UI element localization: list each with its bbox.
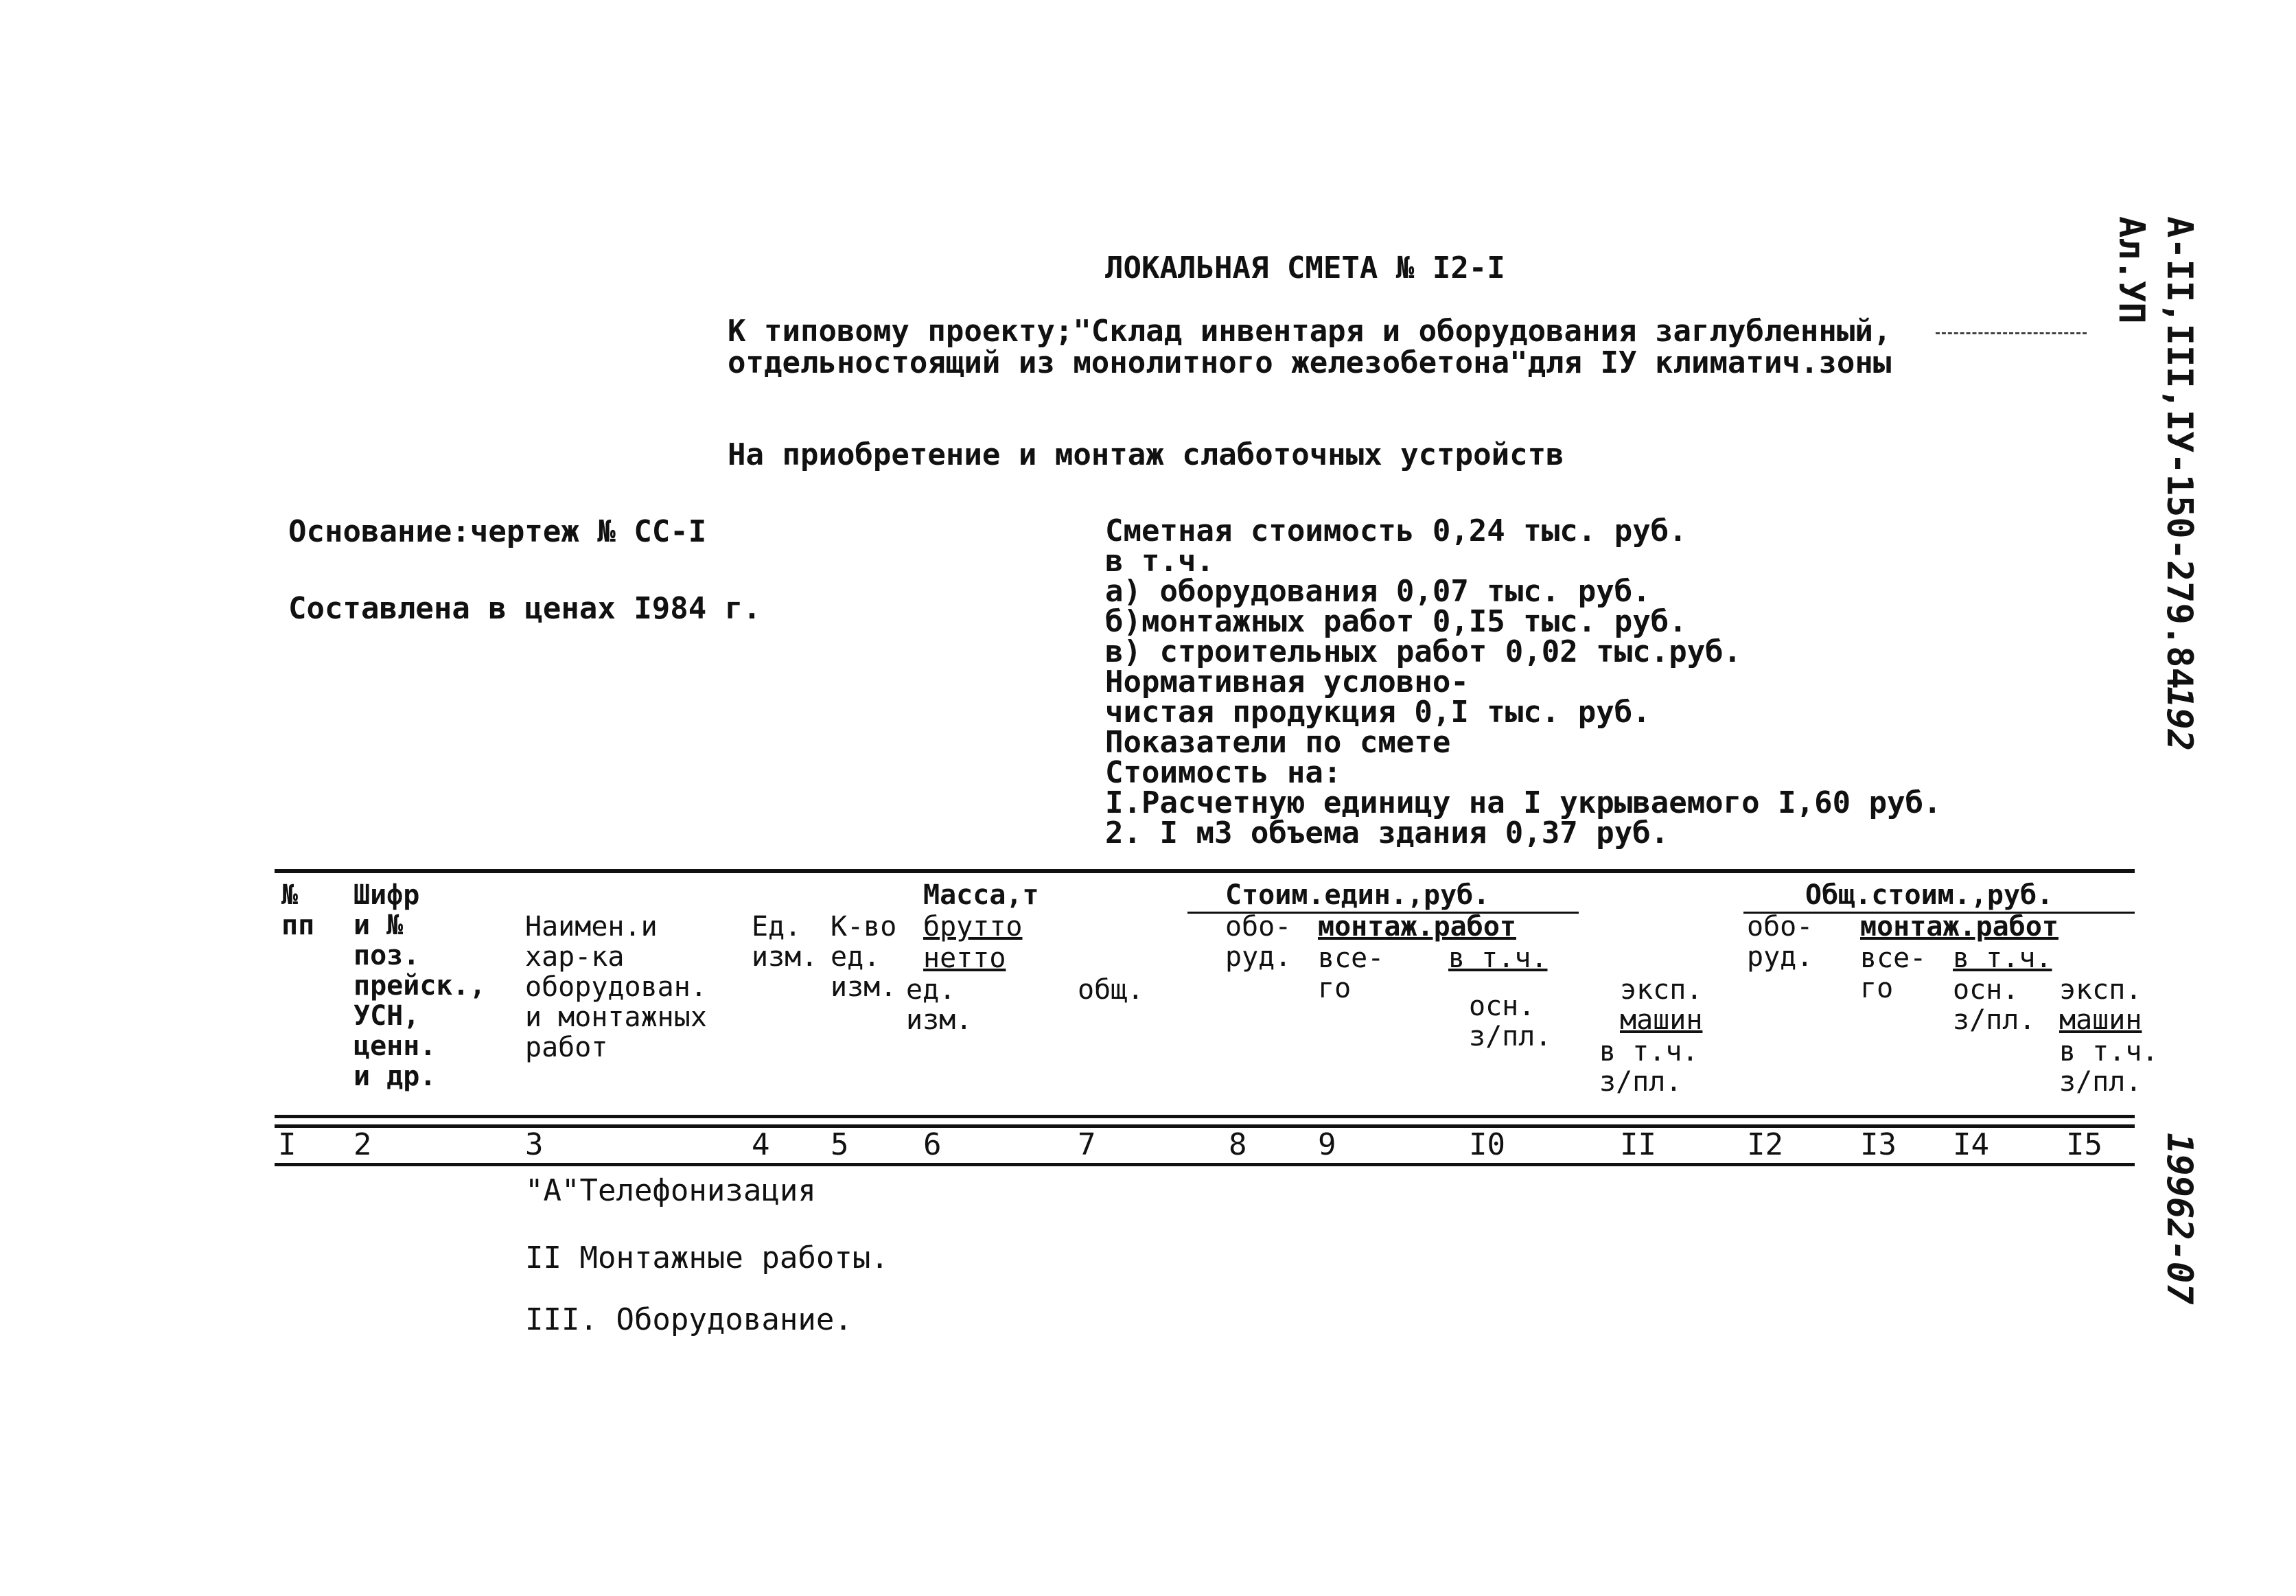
unit-cost-group: Стоим.един.,руб.	[1225, 879, 1490, 911]
margin-document-number: 19962-07	[2159, 1133, 2200, 1305]
unit-machines-a: эксп.	[1620, 974, 1703, 1006]
total-equipment-header: обо- руд.	[1747, 911, 1813, 973]
total-all-header: все- го	[1860, 942, 1927, 1004]
total-incl-header: в т.ч.	[1953, 942, 2052, 974]
section-telephony: "А"Телефонизация	[525, 1173, 816, 1208]
unit-installation-header: монтаж.работ	[1318, 911, 1516, 942]
total-machines-b: машин	[2059, 1004, 2142, 1036]
cost-summary	[1105, 513, 1942, 851]
col-mass-unit: ед. изм.	[906, 974, 973, 1036]
unit-equipment-header: обо- руд.	[1225, 911, 1292, 973]
project-line-2: отдельностоящий из монолитного железобетона"для IУ климатич.зоны	[728, 345, 1892, 380]
column-number: I3	[1860, 1127, 1897, 1162]
column-number: I5	[2066, 1127, 2102, 1162]
table-top-rule	[275, 869, 2135, 873]
col-unit-header: Ед. изм.	[752, 911, 818, 973]
column-number: I2	[1747, 1127, 1783, 1162]
column-number: 3	[525, 1127, 544, 1162]
table-header-rule-2	[275, 1124, 2135, 1128]
col-quantity-header: К-во ед. изм.	[831, 911, 897, 1003]
margin-code-album: Ал.УП	[2111, 216, 2152, 324]
col-total-mass: общ.	[1078, 974, 1144, 1006]
total-machines-wage: в т.ч. з/пл.	[2059, 1036, 2159, 1098]
column-number: 9	[1318, 1127, 1336, 1162]
column-number: I4	[1953, 1127, 1989, 1162]
basis-text: Основание:чертеж № СС-I	[288, 514, 707, 549]
total-cost-group: Общ.стоим.,руб.	[1805, 879, 2054, 911]
table-header-rule	[275, 1115, 2135, 1118]
col-mass-header: Масса,т	[923, 879, 1039, 911]
column-number: 4	[752, 1127, 770, 1162]
column-number: I0	[1469, 1127, 1505, 1162]
unit-machines-wage: в т.ч. з/пл.	[1599, 1036, 1699, 1098]
summary-line: Сметная стоимость 0,24 тыс. руб.	[1105, 513, 1687, 548]
summary-line: I.Расчетную единицу на I укрываемого I,60 руб.	[1105, 785, 1942, 820]
total-machines-a: эксп.	[2059, 974, 2142, 1006]
total-installation-header: монтаж.работ	[1860, 911, 2059, 942]
summary-line: Стоимость на:	[1105, 755, 1342, 790]
col-number-header: № пп	[281, 879, 315, 941]
section-equipment: III. Оборудование.	[525, 1302, 853, 1337]
summary-line: чистая продукция 0,I тыс. руб.	[1105, 695, 1651, 730]
margin-code: А-II,III,IУ-150-279.84	[2159, 216, 2200, 689]
unit-total-header: все- го	[1318, 942, 1384, 1004]
section-installation-works: II Монтажные работы.	[525, 1240, 889, 1275]
table-numbers-rule	[275, 1163, 2135, 1166]
summary-line: в) строительных работ 0,02 тыс.руб.	[1105, 634, 1742, 669]
col-mass-net: нетто	[923, 942, 1006, 974]
document-title: ЛОКАЛЬНАЯ СМЕТА № I2-I	[1105, 251, 1505, 286]
unit-incl-header: в т.ч.	[1448, 942, 1548, 974]
column-number: II	[1620, 1127, 1656, 1162]
summary-line: 2. I м3 объема здания 0,37 руб.	[1105, 816, 1669, 851]
col-name-header: Наимен.и хар-ка оборудован. и монтажных работ	[525, 911, 707, 1063]
column-number: 8	[1229, 1127, 1247, 1162]
col-mass-gross: брутто	[923, 911, 1023, 942]
col-code-header: Шифр и № поз. прейск., УСН, ценн. и др.	[353, 879, 486, 1092]
estimate-subject: На приобретение и монтаж слаботочных устройств	[728, 437, 1564, 472]
column-number: 6	[923, 1127, 942, 1162]
project-line-1: К типовому проекту;"Склад инвентаря и оборудования заглубленный,	[728, 314, 1892, 349]
summary-line: Показатели по смете	[1105, 725, 1451, 760]
summary-line: Нормативная условно-	[1105, 664, 1469, 699]
summary-line: а) оборудования 0,07 тыс. руб.	[1105, 574, 1651, 609]
summary-line: б)монтажных работ 0,I5 тыс. руб.	[1105, 604, 1687, 639]
summary-line: в т.ч.	[1105, 544, 1214, 579]
column-number: 2	[353, 1127, 372, 1162]
margin-page-number: 192	[2159, 686, 2200, 751]
unit-machines-b: машин	[1620, 1004, 1703, 1036]
total-wage-header: осн. з/пл.	[1953, 974, 2036, 1036]
column-number: 7	[1078, 1127, 1096, 1162]
unit-wage-header: осн. з/пл.	[1469, 991, 1552, 1052]
column-number: I	[278, 1127, 297, 1162]
prices-year: Составлена в ценах I984 г.	[288, 591, 761, 626]
dashed-leader	[1936, 332, 2087, 334]
column-number: 5	[831, 1127, 849, 1162]
